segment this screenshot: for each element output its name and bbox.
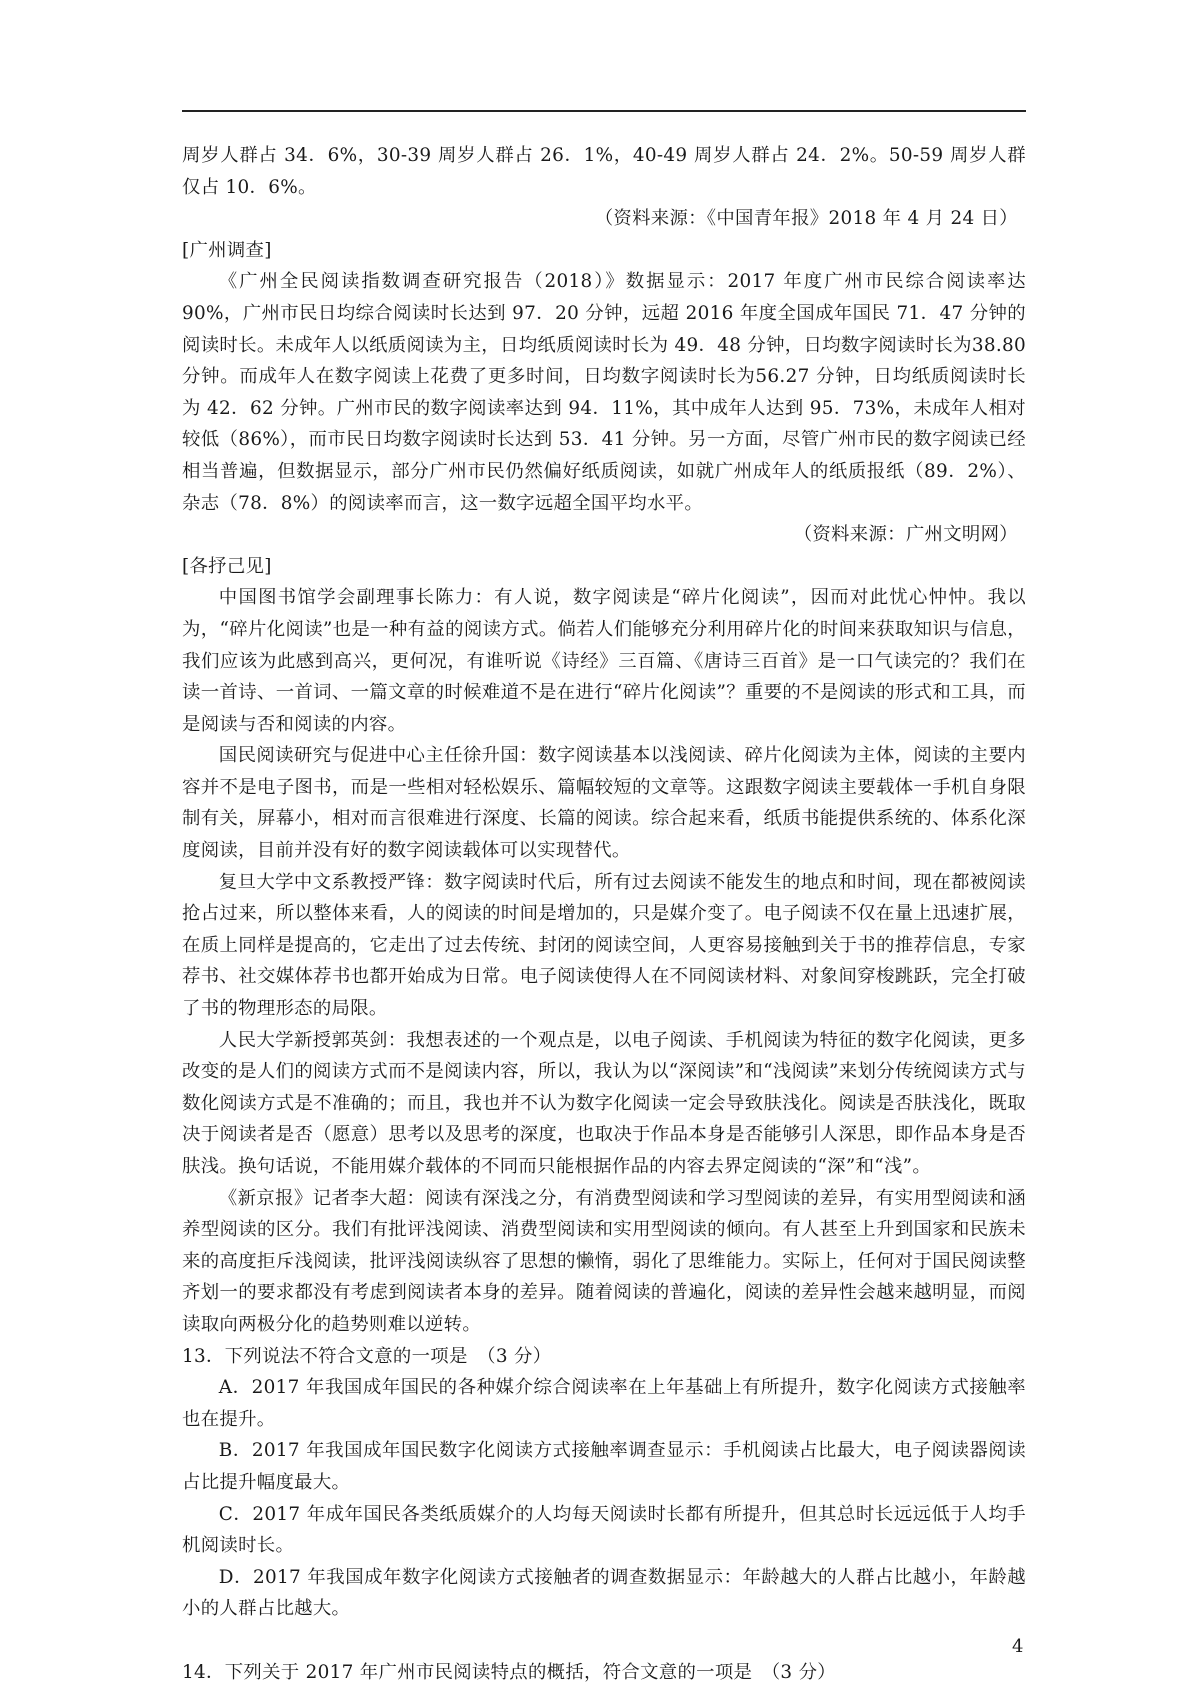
question-13-option-d: D．2017 年我国成年数字化阅读方式接触者的调查数据显示：年龄越大的人群占比越小，年龄越小的人群占比越大。 [182,1566,1026,1620]
paragraph-opinion-chenli: 中国图书馆学会副理事长陈力：有人说，数字阅读是“碎片化阅读”，因而对此忧心忡忡。我以为，“碎片化阅读”也是一种有益的阅读方式。倘若人们能够充分利用碎片化的时间来获取知识与信息，我们应该为此感到高兴，更何况，有谁听说《诗经》三百篇、《唐诗三百首》是一口气读完的？我们在读一首诗、一首词、一篇文章的时候难道不是在进行“碎片化阅读”？重要的不是阅读的形式和工具，而是阅读与否和阅读的内容。 [182,587,1026,735]
question-14-stem: 14．下列关于 2017 年广州市民阅读特点的概括，符合文意的一项是 （3 分） [182,1661,836,1683]
section-heading-guangzhou: [广州调查] [182,239,272,261]
question-13-option-a: A．2017 年我国成年国民的各种媒介综合阅读率在上年基础上有所提升，数字化阅读方式接触率也在提升。 [182,1377,1026,1430]
document-body [182,140,1026,1689]
question-13-option-b: B．2017 年我国成年国民数字化阅读方式接触率调查显示：手机阅读占比最大，电子阅读器阅读占比提升幅度最大。 [182,1440,1026,1493]
paragraph-opinion-xushengguo: 国民阅读研究与促进中心主任徐升国：数字阅读基本以浅阅读、碎片化阅读为主体，阅读的主要内容并不是电子图书，而是一些相对轻松娱乐、篇幅较短的文章等。这跟数字阅读主要载体一手机自身限制有关，屏幕小，相对而言很难进行深度、长篇的阅读。综合起来看，纸质书能提供系统的、体系化深度阅读，目前并没有好的数字阅读载体可以实现替代。 [182,745,1026,862]
source-citation: （资料来源：《中国青年报》2018 年 4 月 24 日） [594,208,1018,230]
section-heading-opinions: [各抒己见] [182,555,272,577]
paragraph-opinion-yanfeng: 复旦大学中文系教授严锋：数字阅读时代后，所有过去阅读不能发生的地点和时间，现在都被阅读抢占过来，所以整体来看，人的阅读的时间是增加的，只是媒介变了。电子阅读不仅在量上迅速扩展，在质上同样是提高的，它走出了过去传统、封闭的阅读空间，人更容易接触到关于书的推荐信息，专家荐书、社交媒体荐书也都开始成为日常。电子阅读使得人在不同阅读材料、对象间穿梭跳跃，完全打破了书的物理形态的局限。 [182,871,1026,1020]
paragraph-guangzhou-report: 《广州全民阅读指数调查研究报告（2018）》数据显示：2017 年度广州市民综合阅读率达 90%，广州市民日均综合阅读时长达到 97．20 分钟，远超 2016 年度全国成年国民 71．47 分钟的阅读时长。未成年人以纸质阅读为主，日均纸质阅读时长为 49．48 分钟，日均数字阅读时长为38.80分钟。而成年人在数字阅读上花费了更多时间，日均数字阅读时长为56.27 分钟，日均纸质阅读时长为 42．62 分钟。广州市民的数字阅读率达到 94．11%，其中成年人达到 95．73%，未成年人相对较低（86%），而市民日均数字阅读时长达到 53．41 分钟。另一方面，尽管广州市民的数字阅读已经相当普遍，但数据显示，部分广州市民仍然偏好纸质阅读，如就广州成年人的纸质报纸（89．2%）、杂志（78．8%）的阅读率而言，这一数字远超全国平均水平。 [182,271,1026,514]
paragraph-opinion-guoyingjian: 人民大学新授郭英剑：我想表述的一个观点是，以电子阅读、手机阅读为特征的数字化阅读，更多改变的是人们的阅读方式而不是阅读内容，所以，我认为以“深阅读”和“浅阅读”来划分传统阅读方式与数化阅读方式是不准确的；而且，我也并不认为数字化阅读一定会导致肤浅化。阅读是否肤浅化，既取决于阅读者是否（愿意）思考以及思考的深度，也取决于作品本身是否能够引人深思，即作品本身是否肤浅。换句话说，不能用媒介载体的不同而只能根据作品的内容去界定阅读的“深”和“浅”。 [182,1029,1026,1177]
spacer [182,1625,1026,1657]
header-rule [182,110,1026,112]
page-number: 4 [1012,1636,1024,1657]
paragraph-age-groups: 周岁人群占 34．6%，30-39 周岁人群占 26．1%，40-49 周岁人群占 24．2%。50-59 周岁人群仅占 10．6%。 [182,145,1026,198]
paragraph-opinion-lidachao: 《新京报》记者李大超：阅读有深浅之分，有消费型阅读和学习型阅读的差异，有实用型阅读和涵养型阅读的区分。我们有批评浅阅读、消费型阅读和实用型阅读的倾向。有人甚至上升到国家和民族未来的高度拒斥浅阅读，批评浅阅读纵容了思想的懒惰，弱化了思维能力。实际上，任何对于国民阅读整齐划一的要求都没有考虑到阅读者本身的差异。随着阅读的普遍化，阅读的差异性会越来越明显，而阅读取向两极分化的趋势则难以逆转。 [182,1187,1026,1335]
question-13-stem: 13．下列说法不符合文意的一项是 （3 分） [182,1345,552,1367]
question-13-option-c: C．2017 年成年国民各类纸质媒介的人均每天阅读时长都有所提升，但其总时长远远低于人均手机阅读时长。 [182,1503,1026,1557]
source-citation: （资料来源：广州文明网） [793,524,1018,546]
